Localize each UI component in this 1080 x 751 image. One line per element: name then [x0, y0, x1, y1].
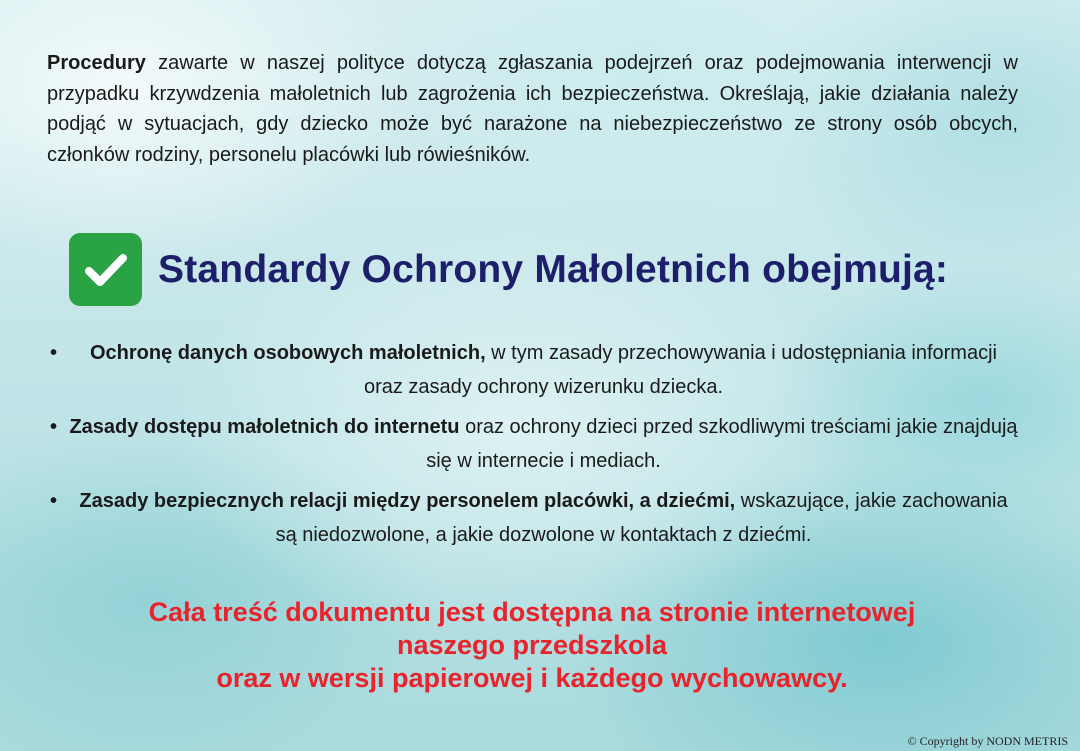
list-item-bold: Zasady dostępu małoletnich do internetu: [69, 416, 460, 438]
intro-text: zawarte w naszej polityce dotyczą zgłaszania podejrzeń oraz podejmowania interwencji w przypadku krzywdzenia małoletnich lub zagrożenia ich bezpieczeństwa. Określają, jakie działania należy podjąć w sytuacjach, gdy dziecko może być narażone na niebezpieczeństwo ze strony osób obcych, członków rodziny, personelu placówki lub rówieśników.: [47, 52, 1018, 166]
notice-line: oraz w wersji papierowej i każdego wychowawcy.: [216, 663, 848, 693]
list-item-bold: Ochronę danych osobowych małoletnich,: [90, 342, 486, 364]
intro-lead: Procedury: [47, 52, 146, 74]
heading-title: Standardy Ochrony Małoletnich obejmują:: [158, 247, 949, 291]
notice-line: naszego przedszkola: [396, 630, 668, 660]
copyright-text: © Copyright by NODN METRIS: [907, 734, 1068, 748]
list-item: [46, 484, 1021, 552]
intro-paragraph: [47, 48, 1018, 170]
bullet-icon: •: [50, 490, 58, 512]
notice-line: Cała treść dokumentu jest dostępna na stronie internetowej: [148, 597, 916, 627]
availability-notice: [0, 596, 1064, 695]
list-item-bold: Zasady bezpiecznych relacji między personelem placówki, a dziećmi,: [79, 490, 736, 512]
list-item-text: wskazujące, jakie zachowania są niedozwolone, a jakie dozwolone w kontaktach z dziećmi.: [275, 490, 1008, 546]
section-heading: [69, 233, 1009, 306]
list-item: [46, 336, 1021, 404]
bullet-icon: •: [50, 342, 58, 364]
checkmark-icon: [69, 233, 142, 306]
bullet-icon: •: [50, 416, 58, 438]
list-item: [46, 410, 1021, 478]
list-item-text: w tym zasady przechowywania i udostępniania informacji oraz zasady ochrony wizerunku dziecka.: [363, 342, 997, 398]
list-item-text: oraz ochrony dzieci przed szkodliwymi treściami jakie znajdują się w internecie i mediach.: [426, 416, 1018, 472]
standards-list: [46, 336, 1021, 558]
